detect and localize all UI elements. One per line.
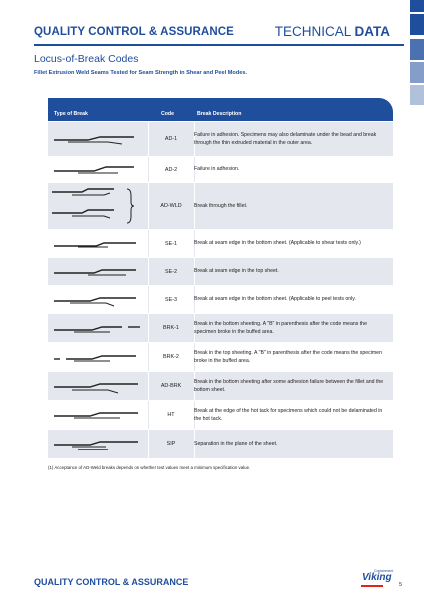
break-code: BRK-2 [163,354,179,360]
break-diagram-icon [48,372,148,400]
table-row [48,156,393,182]
page-number: 5 [399,582,403,588]
table-row [48,229,393,257]
break-description: Break in the bottom sheeting. A "B" in parenthesis after the code means the specimen broke in the buffed area. [194,320,367,335]
table-header [48,98,393,121]
break-code: AD-1 [164,136,178,142]
footer-title: QUALITY CONTROL & ASSURANCE [34,577,189,587]
col-header-type: Type of Break [54,111,88,117]
break-diagram-icon [48,230,148,257]
break-diagram-icon [48,401,148,429]
footnote: (1) Acceptance of AD-Weld breaks depends on whether test values meet a minimum specification value. [48,465,251,470]
break-description: Failure in adhesion. Specimens may also delaminate under the bead and break through the thin extruded material in the outer area. [194,131,377,146]
header-technical-data [275,24,390,39]
table-row [48,342,393,371]
break-diagram-icon [48,258,148,285]
table-row [48,285,393,313]
side-tab-4 [410,62,424,83]
header-rule [34,44,404,46]
break-diagram-icon [48,286,148,313]
break-diagram-icon [48,122,148,156]
break-description: Break at seam edge in the bottom sheet. (Applicable to peel tests only. [194,296,356,303]
logo-subtext: Containment [374,569,394,573]
break-description: Break through the fillet. [194,202,248,209]
break-code: SE-3 [165,296,177,303]
table-row [48,429,393,458]
break-description: Break at seam edge in the bottom sheet. (Applicable to shear tests only.) [194,240,361,247]
break-description: Break in the bottom sheeting after some adhesion failure between the fillet and the bottom sheet. [194,378,384,393]
break-diagram-icon [48,157,148,182]
table-row [48,121,393,156]
break-diagram-icon [48,430,148,458]
viking-logo: Viking [362,572,392,583]
table-row [48,313,393,342]
header-data: DATA [354,24,390,39]
side-tab-5 [410,85,424,105]
col-header-code: Code [161,111,174,117]
break-code: AD-2 [164,166,178,173]
side-tab-1 [410,0,424,12]
page-title: Locus-of-Break Codes [34,53,139,65]
break-code: SE-1 [165,240,177,247]
break-diagram-icon [48,183,148,229]
break-code: BRK-1 [163,325,179,331]
side-tab-3 [410,39,424,60]
break-code: SE-2 [165,268,177,275]
logo-accent-bar [361,585,383,587]
break-description: Break at the edge of the hot tack for specimens which could not be delaminated in the hot tack. [194,407,383,422]
break-code: HT [167,412,175,418]
break-code: SIP [166,441,176,447]
table-row [48,400,393,429]
break-description: Break in the top sheeting. A "B" in parenthesis after the code means the specimen broke in the buffed area. [194,349,382,364]
break-code: AD-BRK [160,383,182,389]
header-section-title: QUALITY CONTROL & ASSURANCE [34,26,234,38]
side-tab-2 [410,14,424,35]
break-code: AD-WLD [160,203,182,209]
table-row [48,257,393,285]
break-codes-table [48,98,393,458]
break-description: Failure in adhesion. [194,166,240,173]
col-header-description: Break Description [197,111,242,117]
break-diagram-icon [48,314,148,342]
table-row [48,182,393,229]
table-row [48,371,393,400]
break-description: Separation in the plane of the sheet. [194,440,278,447]
break-diagram-icon [48,343,148,371]
break-description: Break at seam edge in the top sheet. [194,268,279,275]
page-subtitle: Fillet Extrusion Weld Seams Tested for Seam Strength in Shear and Peel Modes. [34,70,248,76]
header-technical: TECHNICAL [274,24,351,39]
